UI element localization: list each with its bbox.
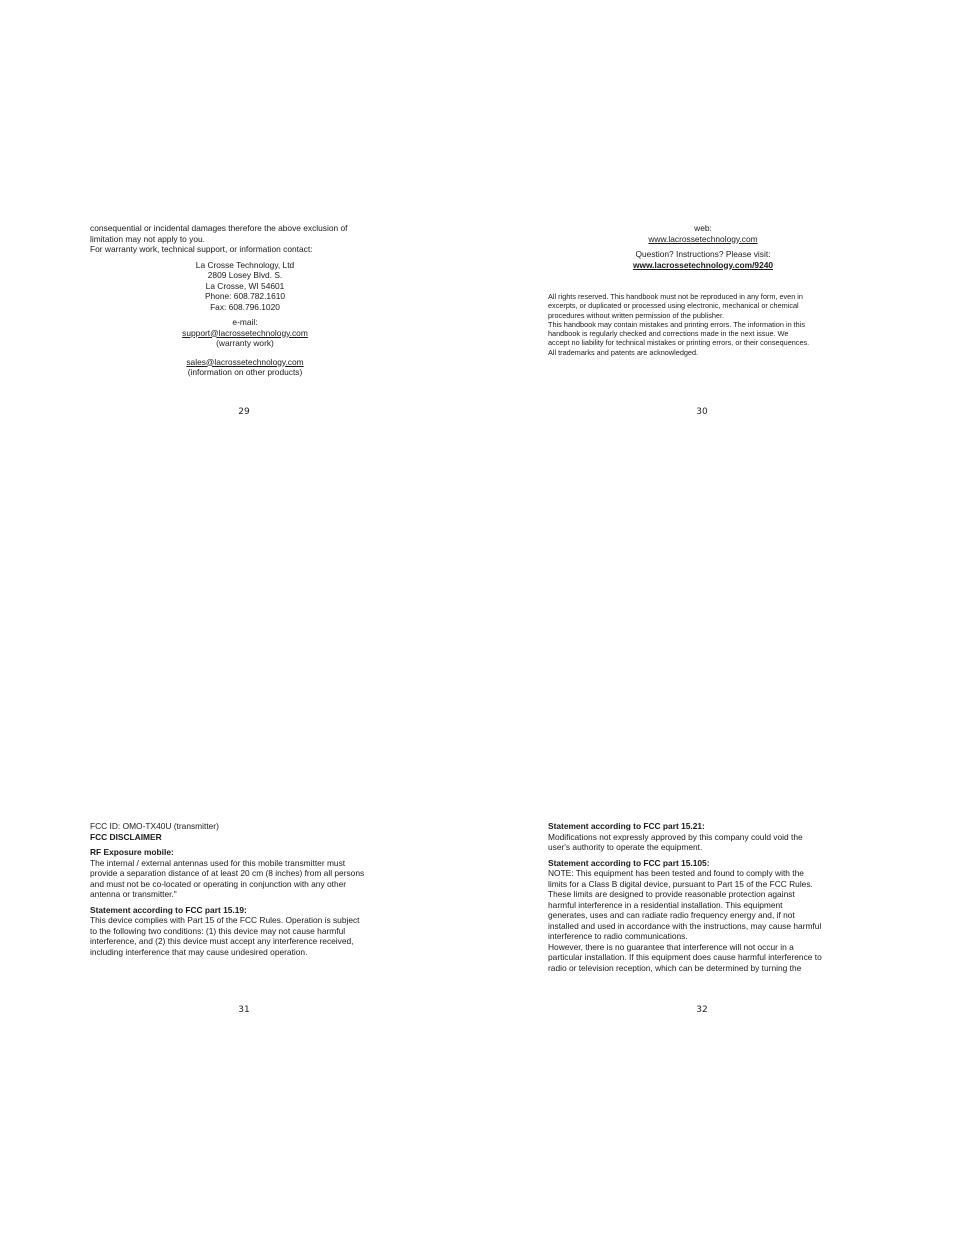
fcc-15105-line: limits for a Class B digital device, pursuant to Part 15 of the FCC Rules. (548, 878, 813, 889)
rights-line: accept no liability for technical mistakes or printing errors, or their consequences. (548, 338, 810, 348)
page-number: 30 (696, 407, 708, 417)
rf-exposure-line: and must not be co-located or operating in conjunction with any other (90, 878, 347, 889)
fcc-15105-line: particular installation. If this equipment does cause harmful interference to (548, 952, 822, 962)
web-info (548, 223, 858, 270)
fcc-id: FCC ID: OMO-TX40U (transmitter) (90, 821, 219, 831)
web-label: web: (694, 223, 712, 233)
page-number: 29 (238, 407, 250, 417)
fcc-1519-line: including interference that may cause undesired operation. (90, 946, 308, 957)
web-url-link[interactable]: www.lacrossetechnology.com (648, 233, 758, 244)
fcc-15105-line: generates, uses and can radiate radio frequency energy and, if not (548, 910, 795, 920)
fcc-1519-line: This device complies with Part 15 of the FCC Rules. Operation is subject (90, 915, 360, 925)
fcc-15105-line: radio or television reception, which can be determined by turning the (548, 962, 802, 973)
rights-line: All trademarks and patents are acknowledged. (548, 347, 699, 357)
warranty-text-line: consequential or incidental damages therefore the above exclusion of (90, 223, 348, 233)
rights-line: excerpts, or duplicated or processed using electronic, mechanical or chemical (548, 301, 799, 311)
rf-exposure-line: provide a separation distance of at least 20 cm (8 inches) from all persons (90, 868, 365, 878)
fcc-15105-line: These limits are designed to provide reasonable protection against (548, 889, 795, 899)
fcc-1519-line: interference, and (2) this device must accept any interference received, (90, 936, 354, 946)
support-email-link[interactable]: support@lacrossetechnology.com (182, 327, 308, 338)
rf-exposure-line: The internal / external antennas used for this mobile transmitter must (90, 857, 346, 868)
fcc-15105-line: harmful interference in a residential installation. This equipment (548, 899, 783, 910)
rf-exposure-line: antenna or transmitter." (90, 889, 177, 899)
fcc-1519-heading: Statement according to FCC part 15.19: (90, 904, 247, 915)
rights-line: procedures without written permission of the publisher. (548, 310, 725, 320)
fcc-1521-heading: Statement according to FCC part 15.21: (548, 821, 705, 831)
fcc-15105-line: interference to radio communications. (548, 931, 688, 941)
page-29 (90, 223, 400, 378)
rights-notice (548, 292, 858, 357)
support-email-note: (warranty work) (216, 338, 274, 348)
sales-email-link[interactable]: sales@lacrossetechnology.com (186, 356, 304, 367)
fax-number: Fax: 608.796.1020 (210, 301, 280, 312)
rf-exposure-heading: RF Exposure mobile: (90, 847, 174, 857)
fcc-1519-line: to the following two conditions: (1) this device may not cause harmful (90, 925, 346, 936)
company-name: La Crosse Technology, Ltd (195, 259, 295, 270)
page-32 (548, 821, 858, 973)
question-text: Question? Instructions? Please visit: (635, 249, 771, 259)
fcc-1521-line: user's authority to operate the equipment. (548, 842, 703, 852)
fcc-1521-line: Modifications not expressly approved by this company could void the (548, 831, 803, 842)
rights-line: This handbook may contain mistakes and printing errors. The information in this (548, 319, 806, 329)
rights-line: All rights reserved. This handbook must not be reproduced in any form, even in (548, 292, 803, 301)
fcc-15105-heading: Statement according to FCC part 15.105: (548, 857, 710, 868)
phone-number: Phone: 608.782.1610 (204, 291, 286, 301)
question-url-link[interactable]: www.lacrossetechnology.com/9240 (632, 259, 774, 270)
page-number: 31 (238, 1005, 250, 1015)
fcc-15105-line: However, there is no guarantee that interference will not occur in a (548, 941, 794, 952)
fcc-disclaimer-heading: FCC DISCLAIMER (90, 831, 162, 842)
page-30 (548, 223, 858, 357)
rights-line: handbook is regularly checked and corrections made in the next issue. We (548, 329, 789, 339)
fcc-15105-line: NOTE: This equipment has been tested and found to comply with the (548, 868, 804, 878)
page-number: 32 (696, 1005, 708, 1015)
fcc-15105-line: installed and used in accordance with the instructions, may cause harmful (548, 920, 822, 931)
company-address (90, 260, 400, 378)
page-31 (90, 821, 400, 957)
warranty-text-line: For warranty work, technical support, or information contact: (90, 244, 313, 254)
email-label: e-mail: (232, 317, 258, 327)
address-city: La Crosse, WI 54601 (205, 280, 285, 291)
address-street: 2809 Losey Blvd. S. (207, 270, 283, 280)
warranty-text-line: limitation may not apply to you. (90, 233, 205, 244)
sales-email-note: (information on other products) (187, 367, 303, 377)
